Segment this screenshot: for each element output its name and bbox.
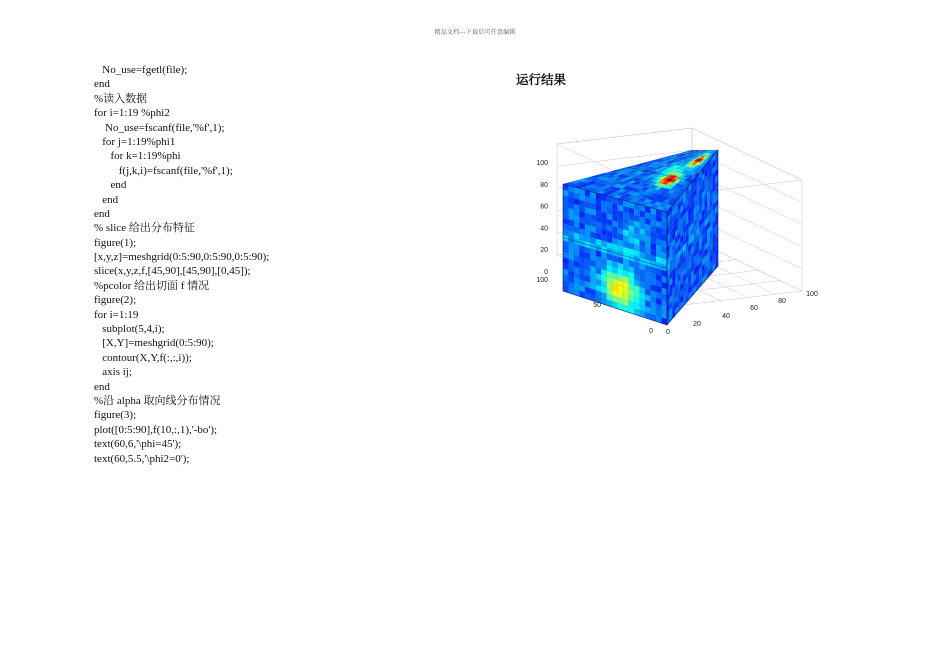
z-tick-label: 100	[536, 160, 548, 167]
z-tick-label: 40	[540, 225, 548, 233]
x-tick-label: 20	[693, 321, 701, 328]
z-tick-label: 80	[540, 181, 548, 189]
x-tick-label: 100	[806, 291, 818, 298]
code-line: for i=1:19	[94, 308, 139, 321]
result-title: 运行结果	[516, 72, 567, 87]
x-tick-label: 0	[666, 329, 670, 336]
code-line: text(60,6,'\phi=45');	[94, 438, 182, 451]
code-line: %沿 alpha 取向线分布情况	[94, 394, 221, 407]
code-line: plot([0:5:90],f(10,:,1),'-bo');	[94, 423, 218, 436]
code-line: [X,Y]=meshgrid(0:5:90);	[94, 337, 214, 350]
y-tick-label: 50	[593, 302, 601, 309]
x-tick-label: 60	[750, 305, 758, 312]
code-line: for k=1:19%phi	[94, 150, 181, 163]
code-line: f(j,k,i)=fscanf(file,'%f',1);	[94, 164, 233, 177]
matlab-code-block	[94, 63, 424, 466]
code-line: figure(1);	[94, 236, 137, 249]
z-tick-label: 0	[544, 269, 548, 276]
code-line: figure(3);	[94, 409, 137, 422]
code-line: end	[94, 179, 127, 192]
z-tick-label: 20	[540, 247, 548, 255]
code-line: %读入数据	[94, 92, 148, 105]
code-line: figure(2);	[94, 294, 137, 307]
y-tick-label: 100	[536, 277, 548, 284]
code-line: contour(X,Y,f(:,:,i));	[94, 351, 192, 364]
code-line: [x,y,z]=meshgrid(0:5:90,0:5:90,0:5:90);	[94, 251, 270, 264]
code-line: %pcolor 给出切面 f 情况	[94, 279, 210, 292]
code-line: end	[94, 78, 110, 91]
code-line: text(60,5.5,'\phi2=0');	[94, 452, 190, 465]
code-line: for j=1:19%phi1	[94, 135, 176, 148]
code-line: % slice 给出分布特征	[94, 222, 195, 235]
x-tick-label: 80	[778, 298, 786, 305]
code-line: No_use=fgetl(file);	[94, 64, 188, 76]
slice-plot	[520, 122, 830, 340]
code-line: No_use=fscanf(file,'%f',1);	[94, 121, 225, 134]
code-line: axis ij;	[94, 366, 132, 379]
code-line: end	[94, 380, 110, 393]
code-line: for i=1:19 %phi2	[94, 107, 170, 120]
code-line: subplot(5,4,i);	[94, 323, 165, 336]
page-header-watermark: 精品文档---下载后可任意编辑	[434, 30, 516, 36]
code-line: slice(x,y,z,f,[45,90],[45,90],[0,45]);	[94, 265, 251, 278]
code-line: end	[94, 207, 110, 220]
slice-volume	[563, 150, 718, 325]
y-tick-label: 0	[649, 328, 653, 335]
x-tick-label: 40	[722, 313, 730, 320]
z-tick-label: 60	[540, 203, 548, 211]
code-line: end	[94, 193, 119, 206]
slice-plot-svg	[520, 122, 830, 340]
